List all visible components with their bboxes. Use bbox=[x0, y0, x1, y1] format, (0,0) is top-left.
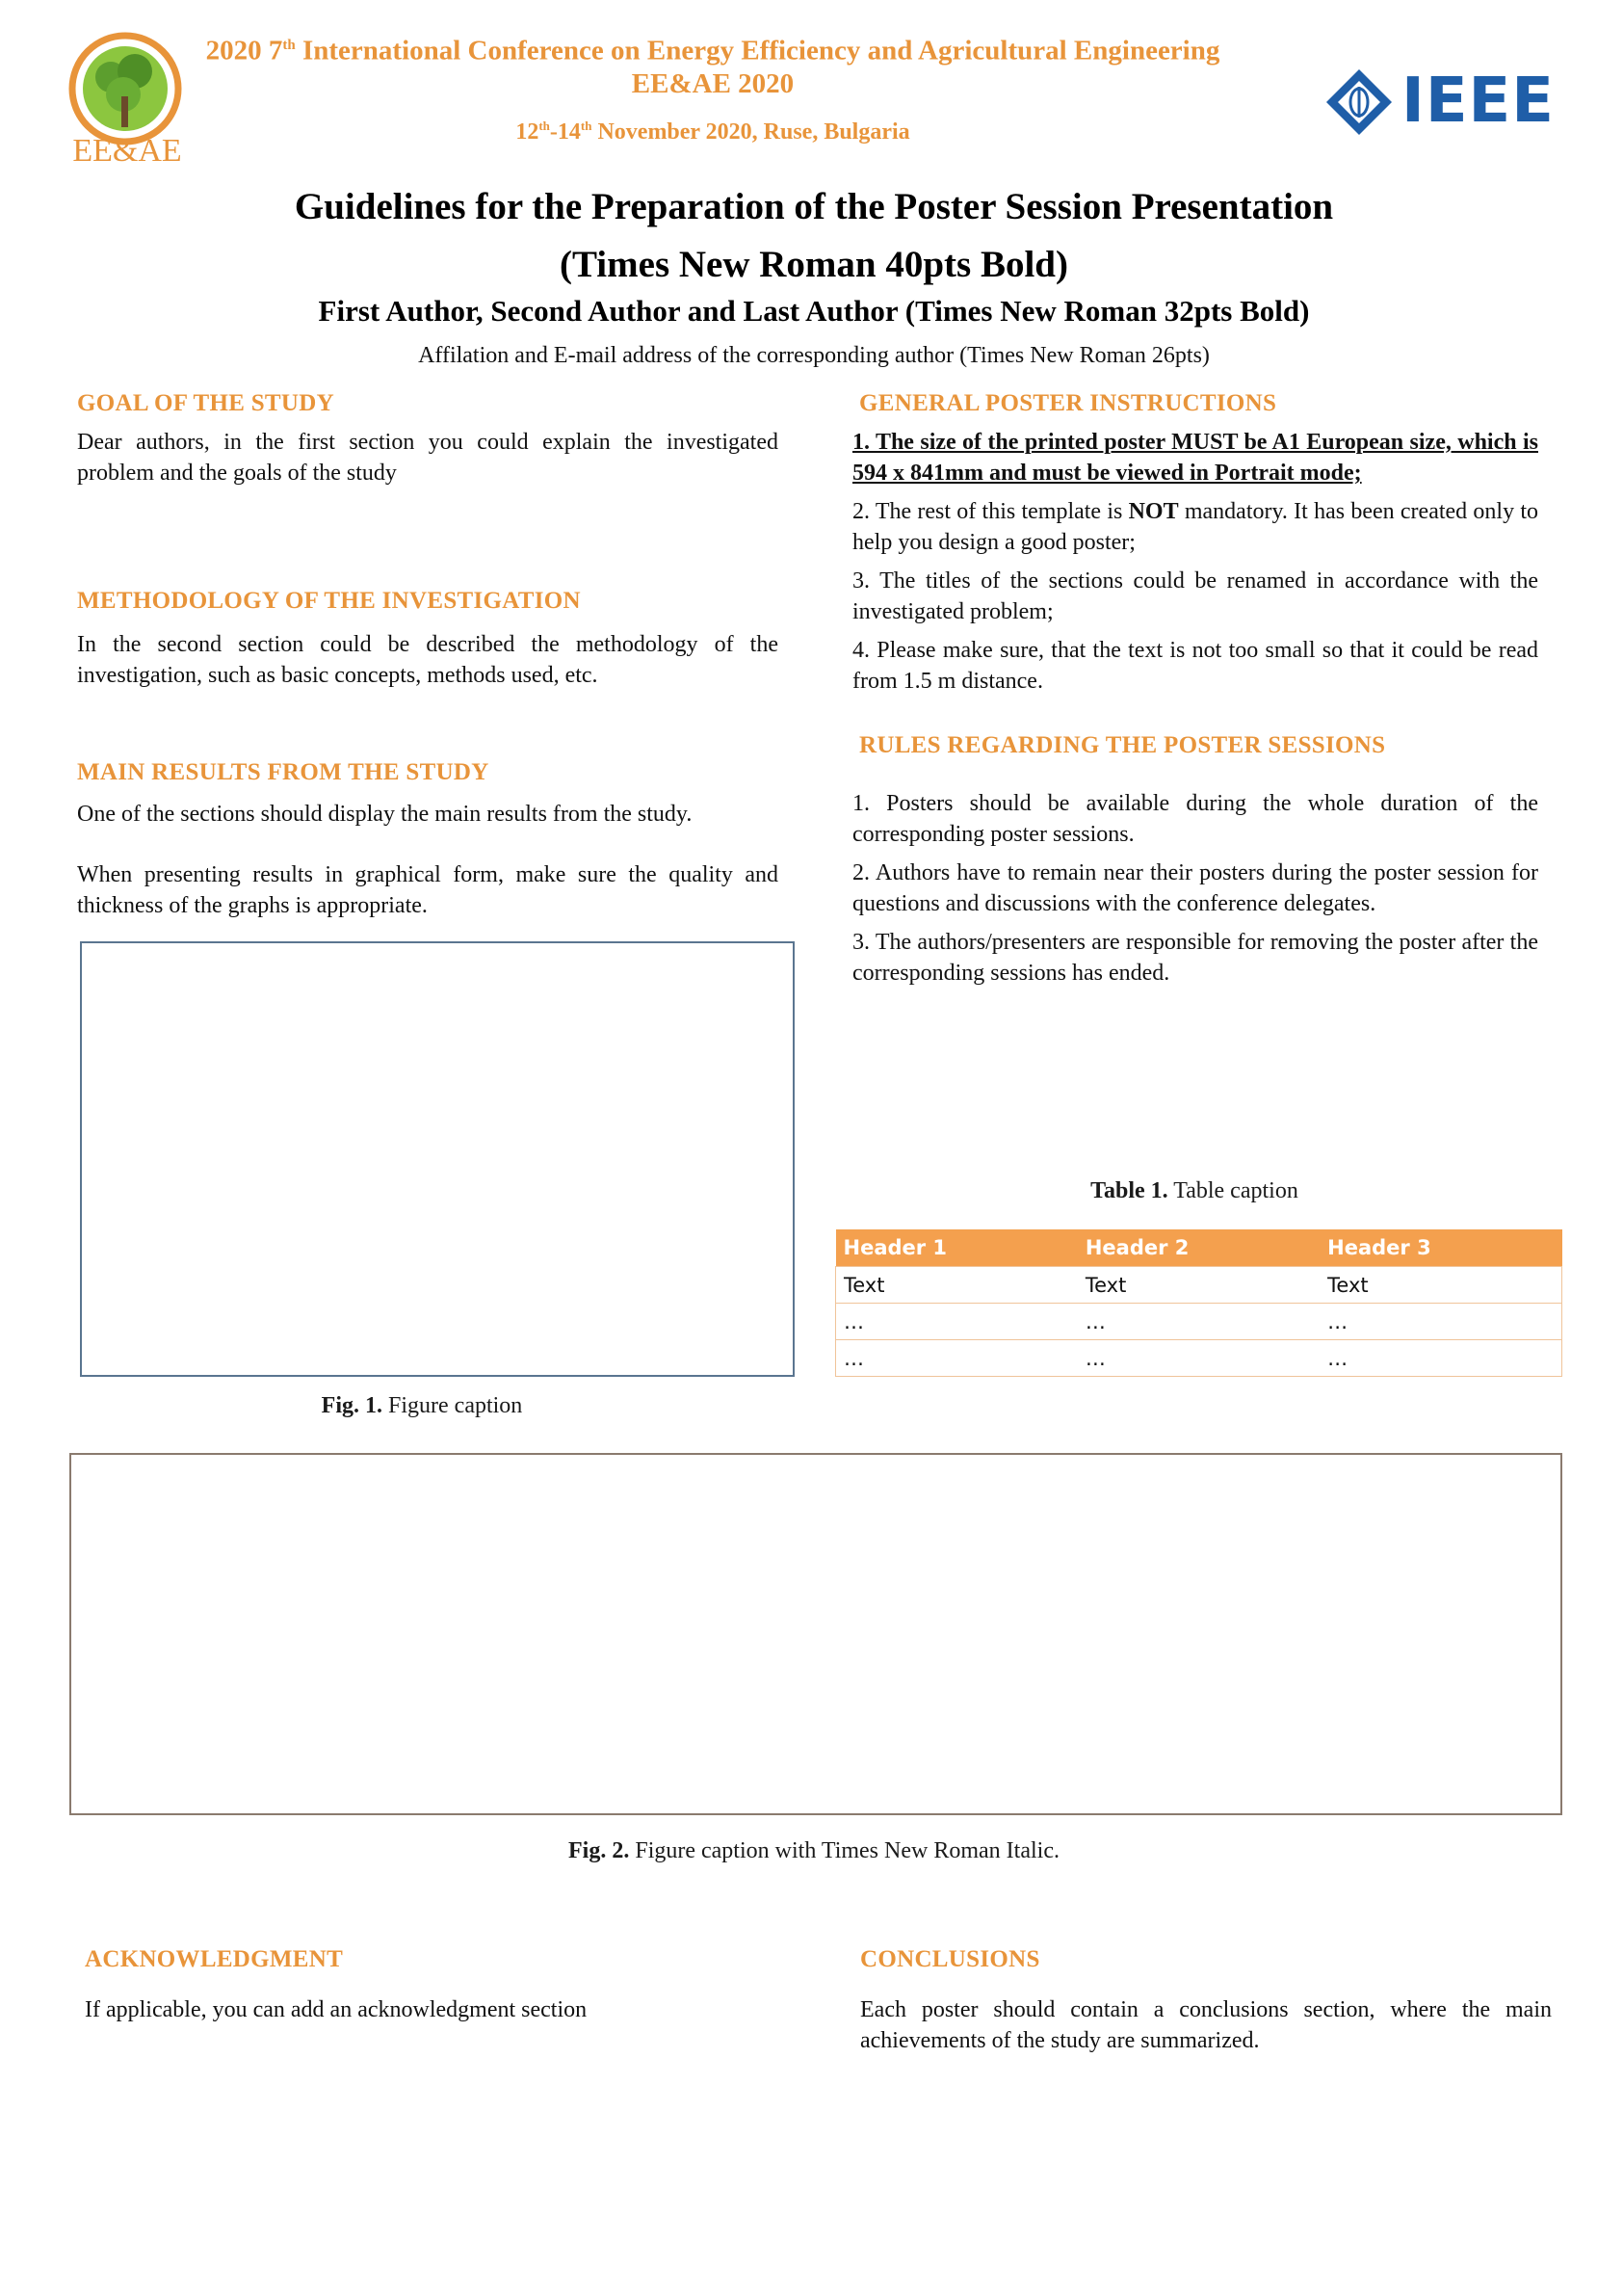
conference-date: 12th-14th November 2020, Ruse, Bulgaria bbox=[515, 119, 910, 145]
rule-item: 3. The authors/presenters are responsible for removing the poster after the corresponding sessions has ended. bbox=[852, 930, 1538, 986]
acknowledgment-text: If applicable, you can add an acknowledgment section bbox=[85, 1997, 588, 2022]
table-1-caption: Table 1. Table caption bbox=[1090, 1178, 1298, 1203]
figure-1-placeholder bbox=[80, 941, 795, 1377]
table-row bbox=[836, 1304, 1562, 1340]
table-cell: … bbox=[1078, 1340, 1320, 1377]
table-header-cell: Header 2 bbox=[1078, 1229, 1320, 1267]
table-cell: … bbox=[836, 1304, 1078, 1340]
figure-2-caption: Fig. 2. Figure caption with Times New Roman Italic. bbox=[568, 1838, 1060, 1863]
instruction-item: 2. The rest of this template is NOT mandatory. It has been created only to help you design a good poster; bbox=[852, 499, 1538, 555]
table-row bbox=[836, 1267, 1562, 1304]
results-text-2: When presenting results in graphical form, make sure the quality and thickness of the graphs is appropriate. bbox=[77, 862, 778, 918]
table-cell: … bbox=[1320, 1304, 1561, 1340]
results-text-1: One of the sections should display the main results from the study. bbox=[77, 802, 693, 827]
table-cell: … bbox=[1078, 1304, 1320, 1340]
conclusions-text: Each poster should contain a conclusions section, where the main achievements of the study are summarized. bbox=[860, 1997, 1552, 2053]
ieee-logo bbox=[1324, 67, 1575, 135]
methodology-heading: METHODOLOGY OF THE INVESTIGATION bbox=[77, 588, 581, 614]
affiliation-line: Affilation and E-mail address of the corresponding author (Times New Roman 26pts) bbox=[418, 343, 1210, 368]
figure-2-placeholder bbox=[69, 1453, 1562, 1815]
instruction-item: 1. The size of the printed poster MUST be A1 European size, which is 594 x 841mm and must be viewed in Portrait mode; bbox=[852, 430, 1538, 486]
table-cell: … bbox=[1320, 1340, 1561, 1377]
conference-title: 2020 7th International Conference on Energy Efficiency and Agricultural Engineering EE&AE 2020 bbox=[205, 35, 1220, 99]
conclusions-heading: CONCLUSIONS bbox=[860, 1946, 1040, 1972]
table-row bbox=[836, 1340, 1562, 1377]
conference-short-name: EE&AE 2020 bbox=[631, 67, 795, 99]
acknowledgment-heading: ACKNOWLEDGMENT bbox=[85, 1946, 344, 1972]
table-header-cell: Header 1 bbox=[836, 1229, 1078, 1267]
ieee-logo-text: IEEE bbox=[1401, 66, 1555, 137]
general-instructions-list bbox=[852, 427, 1538, 704]
general-instructions-heading: GENERAL POSTER INSTRUCTIONS bbox=[859, 390, 1277, 416]
results-heading: MAIN RESULTS FROM THE STUDY bbox=[77, 759, 489, 785]
instruction-item: 4. Please make sure, that the text is not too small so that it could be read from 1.5 m distance. bbox=[852, 638, 1538, 694]
goal-heading: GOAL OF THE STUDY bbox=[77, 390, 334, 416]
rules-heading: RULES REGARDING THE POSTER SESSIONS bbox=[859, 732, 1386, 758]
poster-title: Guidelines for the Preparation of the Poster Session Presentation (Times New Roman 40pts Bold) bbox=[294, 186, 1334, 285]
table-1 bbox=[835, 1229, 1562, 1377]
table-cell: Text bbox=[1320, 1267, 1561, 1304]
table-cell: … bbox=[836, 1340, 1078, 1377]
figure-1-caption: Fig. 1. Figure caption bbox=[321, 1393, 523, 1418]
rule-item: 2. Authors have to remain near their posters during the poster session for questions and discussions with the conference delegates. bbox=[852, 860, 1538, 916]
rule-item: 1. Posters should be available during the whole duration of the corresponding poster sessions. bbox=[852, 791, 1538, 847]
table-cell: Text bbox=[1078, 1267, 1320, 1304]
eeae-logo-text: EE&AE bbox=[72, 133, 182, 169]
table-cell: Text bbox=[836, 1267, 1078, 1304]
instruction-item: 3. The titles of the sections could be renamed in accordance with the investigated problem; bbox=[852, 568, 1538, 624]
table-header-cell: Header 3 bbox=[1320, 1229, 1561, 1267]
table-header-row bbox=[836, 1229, 1562, 1267]
goal-text: Dear authors, in the first section you could explain the investigated problem and the goals of the study bbox=[77, 430, 778, 486]
rules-list bbox=[852, 788, 1538, 996]
methodology-text: In the second section could be described the methodology of the investigation, such as basic concepts, methods used, etc. bbox=[77, 632, 778, 688]
authors-line: First Author, Second Author and Last Author (Times New Roman 32pts Bold) bbox=[318, 294, 1310, 328]
